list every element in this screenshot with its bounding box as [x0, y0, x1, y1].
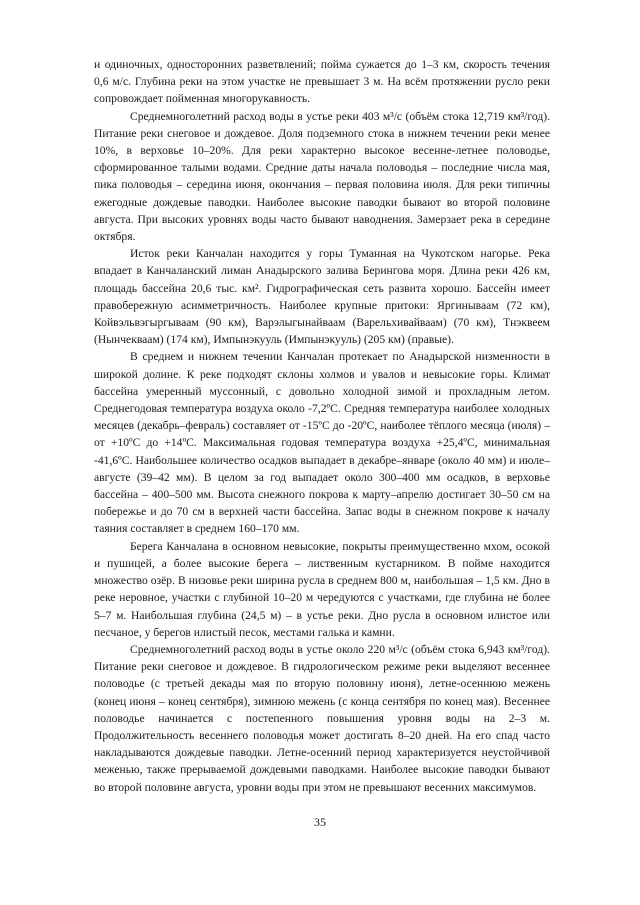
page-number: 35 [314, 815, 326, 829]
paragraph-discharge-1: Среднемноголетний расход воды в устье реки 403 м³/с (объём стока 12,719 км³/год). Питание реки снеговое и дождевое. Доля подземного стока в нижнем течении реки менее 10%, в верховье 10–20%. Для реки характерно высокое весенне-летнее половодье, сформированное талыми водами. Средние даты начала половодья – последние числа мая, пика половодья – середина июня, окончания – первая половина июля. Для реки типичны ежегодные дождевые паводки. Наиболее высокие паводки бывают во второй половине августа. При высоких уровнях воды часто бывают наводнения. Замерзает река в середине октября. [94, 109, 550, 244]
paragraph-source: Исток реки Канчалан находится у горы Туманная на Чукотском нагорье. Река впадает в Канчаланский лиман Анадырского залива Берингова моря. Длина реки 426 км, площадь бассейна 20,6 тыс. км². Гидрографическая сеть развита хорошо. Бассейн имеет правобережную асимметричность. Наиболее крупные притоки: Яргинываам (72 км), Койвэльвэгыргываам (90 км), Варэлыгынайваам (Варельхивайваам) (70 км), Тнэквеем (Нынчекваам) (174 км), Импынэкууль (Импынэкууль) (205 км) (правые). [94, 247, 550, 347]
paragraph-climate: В среднем и нижнем течении Канчалан протекает по Анадырской низменности в широкой долине. К реке подходят склоны холмов и увалов и невысокие горы. Климат бассейна умеренный муссонный, с довольно холодной зимой и прохладным летом. Среднегодовая температура воздуха около -7,2ºС. Средняя температура наиболее холодных месяцев (декабрь–февраль) составляет от -15ºС до -20ºС, наиболее тёплого месяца (июля) – от +10ºС до +14ºС. Максимальная годовая температура воздуха +25,4ºС, минимальная -41,6ºС. Наибольшее количество осадков выпадает в декабре–январе (около 40 мм) и июле–августе (39–42 мм). В целом за год выпадает около 300–400 мм осадков, в верховье бассейна – 400–500 мм. Высота снежного покрова к марту–апрелю достигает 30–50 см на побережье и до 70 см в верхней части бассейна. Запас воды в снежном покрове к началу таяния составляет в среднем 160–170 мм. [94, 350, 550, 536]
paragraph-continuation: и одиночных, односторонних разветвлений; пойма сужается до 1–3 км, скорость течения 0,6 м/с. Глубина реки на этом участке не превышает 3 м. На всём протяжении русло реки сопровождает пойменная многорукавность. [94, 58, 550, 106]
page-body [94, 56, 550, 796]
paragraph-discharge-2: Среднемноголетний расход воды в устье около 220 м³/с (объём стока 6,943 км³/год). Питание реки снеговое и дождевое. В гидрологическом режиме реки выделяют весеннее половодье (с третьей декады мая по вторую половину июня), летне-осеннюю межень (конец июня – конец сентября), зимнюю межень (с конца сентября по конец мая). Весеннее половодье начинается с постепенного повышения уровня воды на 2–3 м. Продолжительность весеннего половодья может достигать 8–20 дней. На его спад часто накладываются дождевые паводки. Летне-осенний период характеризуется неустойчивой меженью, также прерываемой дождевыми паводками. Наиболее высокие паводки бывают во второй половине августа, уровни воды при этом не превышают весенних максимумов. [94, 642, 550, 794]
paragraph-banks: Берега Канчалана в основном невысокие, покрыты преимущественно мхом, осокой и пушицей, а более высокие берега – лиственным кустарником. В пойме находится множество озёр. В низовье реки ширина русла в среднем 800 м, наибольшая – 1,5 км. Дно в реке неровное, участки с глубиной 10–20 м чередуются с участками, где глубина не более 5–7 м. Наибольшая глубина (24,5 м) – в устье реки. Дно русла в основном илистое или песчаное, у берегов илистый песок, местами галька и камни. [94, 539, 550, 639]
